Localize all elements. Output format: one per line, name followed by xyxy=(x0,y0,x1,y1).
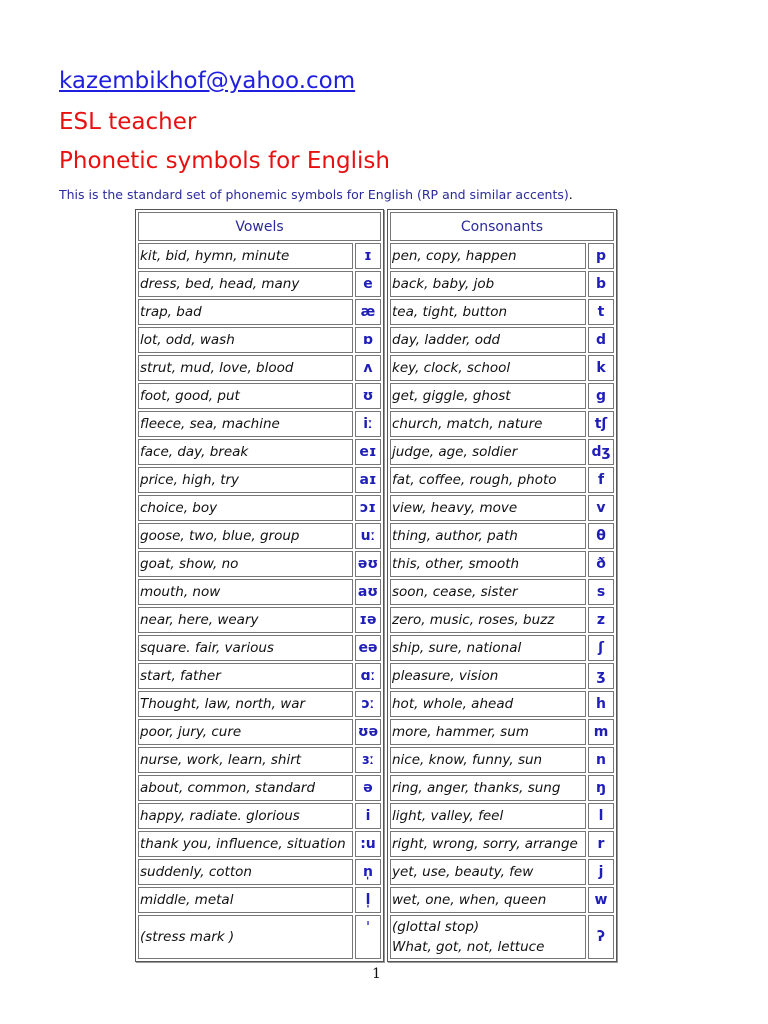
phonetic-symbol: l̩ xyxy=(355,887,381,913)
phonetic-symbol: ˈ xyxy=(355,915,381,959)
table-row xyxy=(390,439,614,465)
phonetic-symbol: e xyxy=(355,271,381,297)
phonetic-symbol: θ xyxy=(588,523,614,549)
example-words: happy, radiate. glorious xyxy=(138,803,353,829)
phonetic-symbol: ʒ xyxy=(588,663,614,689)
example-words: price, high, try xyxy=(138,467,353,493)
table-row xyxy=(390,579,614,605)
phonetic-symbol: n xyxy=(588,747,614,773)
phonetic-symbol: ð xyxy=(588,551,614,577)
phonetic-symbol: g xyxy=(588,383,614,409)
example-words: goat, show, no xyxy=(138,551,353,577)
table-row xyxy=(390,663,614,689)
example-words: square. fair, various xyxy=(138,635,353,661)
phonetic-symbol: :u xyxy=(355,831,381,857)
consonants-table xyxy=(387,209,617,962)
phonetic-symbol: w xyxy=(588,887,614,913)
phonetic-symbol: ɪ xyxy=(355,243,381,269)
example-words: poor, jury, cure xyxy=(138,719,353,745)
example-words: trap, bad xyxy=(138,299,353,325)
page-title: Phonetic symbols for English xyxy=(59,148,390,174)
example-words: church, match, nature xyxy=(390,411,586,437)
example-words: soon, cease, sister xyxy=(390,579,586,605)
example-words: middle, metal xyxy=(138,887,353,913)
example-words: hot, whole, ahead xyxy=(390,691,586,717)
example-words: kit, bid, hymn, minute xyxy=(138,243,353,269)
page-number: 1 xyxy=(372,966,381,982)
example-words: ring, anger, thanks, sung xyxy=(390,775,586,801)
table-row xyxy=(138,579,381,605)
example-words: key, clock, school xyxy=(390,355,586,381)
table-row xyxy=(138,719,381,745)
table-row xyxy=(138,411,381,437)
example-words: zero, music, roses, buzz xyxy=(390,607,586,633)
table-row xyxy=(138,439,381,465)
example-words-line: (glottal stop) xyxy=(392,919,480,935)
table-row xyxy=(138,607,381,633)
table-row xyxy=(390,887,614,913)
example-words: (stress mark ) xyxy=(138,915,353,959)
table-row xyxy=(390,719,614,745)
vowels-rows xyxy=(138,243,381,959)
phonetic-symbol: ŋ xyxy=(588,775,614,801)
example-words: more, hammer, sum xyxy=(390,719,586,745)
example-words: face, day, break xyxy=(138,439,353,465)
example-words: fat, coffee, rough, photo xyxy=(390,467,586,493)
table-row xyxy=(138,691,381,717)
example-words: goose, two, blue, group xyxy=(138,523,353,549)
table-row xyxy=(138,355,381,381)
phonetic-symbol: d xyxy=(588,327,614,353)
table-row xyxy=(138,299,381,325)
table-row xyxy=(138,271,381,297)
phonetic-symbol: n̩ xyxy=(355,859,381,885)
phonetic-symbol: æ xyxy=(355,299,381,325)
example-words: about, common, standard xyxy=(138,775,353,801)
email-link[interactable]: kazembikhof@yahoo.com xyxy=(59,68,356,94)
phonetic-symbol: j xyxy=(588,859,614,885)
phonetic-symbol: l xyxy=(588,803,614,829)
consonants-rows xyxy=(390,243,614,959)
phonetic-symbol: aʊ xyxy=(355,579,381,605)
example-words: judge, age, soldier xyxy=(390,439,586,465)
table-row xyxy=(390,383,614,409)
example-words: lot, odd, wash xyxy=(138,327,353,353)
phonetic-symbol: dʒ xyxy=(588,439,614,465)
example-words: this, other, smooth xyxy=(390,551,586,577)
example-words: thing, author, path xyxy=(390,523,586,549)
table-row xyxy=(390,607,614,633)
table-row xyxy=(138,635,381,661)
example-words: day, ladder, odd xyxy=(390,327,586,353)
intro-sentence: This is the standard set of phonemic symbols for English (RP and similar accents) xyxy=(59,187,569,202)
table-row xyxy=(138,775,381,801)
example-words: pen, copy, happen xyxy=(390,243,586,269)
table-row xyxy=(390,299,614,325)
example-words: near, here, weary xyxy=(138,607,353,633)
table-row xyxy=(138,915,381,959)
phonetic-symbol: əʊ xyxy=(355,551,381,577)
phonetic-symbol: p xyxy=(588,243,614,269)
example-words: foot, good, put xyxy=(138,383,353,409)
phonetic-symbol: ʌ xyxy=(355,355,381,381)
phonetic-symbol: i xyxy=(355,803,381,829)
table-row xyxy=(390,495,614,521)
example-words: start, father xyxy=(138,663,353,689)
table-row xyxy=(138,551,381,577)
table-row xyxy=(390,635,614,661)
phonetic-symbol: s xyxy=(588,579,614,605)
example-words: nice, know, funny, sun xyxy=(390,747,586,773)
example-words: view, heavy, move xyxy=(390,495,586,521)
phonetic-symbol: f xyxy=(588,467,614,493)
phonetic-symbol: tʃ xyxy=(588,411,614,437)
table-row xyxy=(138,803,381,829)
example-words: back, baby, job xyxy=(390,271,586,297)
table-row xyxy=(138,495,381,521)
example-words: yet, use, beauty, few xyxy=(390,859,586,885)
example-words: suddenly, cotton xyxy=(138,859,353,885)
example-words: mouth, now xyxy=(138,579,353,605)
example-words: tea, tight, button xyxy=(390,299,586,325)
example-words: nurse, work, learn, shirt xyxy=(138,747,353,773)
example-words: pleasure, vision xyxy=(390,663,586,689)
phonetic-symbol: r xyxy=(588,831,614,857)
phonetic-symbol: ʃ xyxy=(588,635,614,661)
example-words: choice, boy xyxy=(138,495,353,521)
table-row xyxy=(390,551,614,577)
phonetic-symbol: ə xyxy=(355,775,381,801)
phonetic-symbol: b xyxy=(588,271,614,297)
role-heading: ESL teacher xyxy=(59,109,197,135)
table-row xyxy=(390,411,614,437)
example-words: strut, mud, love, blood xyxy=(138,355,353,381)
table-row xyxy=(390,327,614,353)
phonetic-symbol: k xyxy=(588,355,614,381)
phonetic-symbol: m xyxy=(588,719,614,745)
table-row xyxy=(390,691,614,717)
vowels-heading: Vowels xyxy=(138,212,381,241)
example-words: light, valley, feel xyxy=(390,803,586,829)
table-row xyxy=(138,243,381,269)
table-row xyxy=(390,915,614,959)
table-row xyxy=(138,663,381,689)
intro-period: . xyxy=(568,187,573,202)
table-row xyxy=(138,383,381,409)
table-row xyxy=(390,355,614,381)
phonetic-symbol: iː xyxy=(355,411,381,437)
table-row xyxy=(390,831,614,857)
phonetic-symbol: eɪ xyxy=(355,439,381,465)
phonetic-symbol: ɑː xyxy=(355,663,381,689)
table-row xyxy=(390,243,614,269)
table-row xyxy=(138,747,381,773)
example-words-line: What, got, not, lettuce xyxy=(392,939,545,955)
phonetic-symbol: aɪ xyxy=(355,467,381,493)
phonetic-symbol: v xyxy=(588,495,614,521)
example-words: Thought, law, north, war xyxy=(138,691,353,717)
table-row xyxy=(138,523,381,549)
table-row xyxy=(138,327,381,353)
table-row xyxy=(390,523,614,549)
phonetic-symbol: ʊə xyxy=(355,719,381,745)
table-row xyxy=(390,747,614,773)
vowels-table xyxy=(135,209,384,962)
table-row xyxy=(390,467,614,493)
table-row xyxy=(390,271,614,297)
phonetic-symbol: eə xyxy=(355,635,381,661)
example-words: dress, bed, head, many xyxy=(138,271,353,297)
phonetic-symbol: ɔɪ xyxy=(355,495,381,521)
phonetic-symbol: ʔ xyxy=(588,915,614,959)
consonants-heading: Consonants xyxy=(390,212,614,241)
table-row xyxy=(138,887,381,913)
table-row xyxy=(138,467,381,493)
phonetic-symbol: ʊ xyxy=(355,383,381,409)
example-words xyxy=(390,915,586,959)
phonetic-symbol: ɒ xyxy=(355,327,381,353)
table-row xyxy=(390,859,614,885)
phonetic-symbol: ɜː xyxy=(355,747,381,773)
example-words: right, wrong, sorry, arrange xyxy=(390,831,586,857)
table-row xyxy=(138,859,381,885)
example-words: get, giggle, ghost xyxy=(390,383,586,409)
intro-text xyxy=(59,187,573,202)
phonetic-symbol: ɔː xyxy=(355,691,381,717)
phonetic-symbol: h xyxy=(588,691,614,717)
table-row xyxy=(138,831,381,857)
phonetic-symbol: ɪə xyxy=(355,607,381,633)
example-words: wet, one, when, queen xyxy=(390,887,586,913)
example-words: thank you, influence, situation xyxy=(138,831,353,857)
example-words: ship, sure, national xyxy=(390,635,586,661)
example-words: fleece, sea, machine xyxy=(138,411,353,437)
table-row xyxy=(390,775,614,801)
phonetic-symbol: t xyxy=(588,299,614,325)
phonetic-symbol: z xyxy=(588,607,614,633)
phonetic-symbol: uː xyxy=(355,523,381,549)
table-row xyxy=(390,803,614,829)
